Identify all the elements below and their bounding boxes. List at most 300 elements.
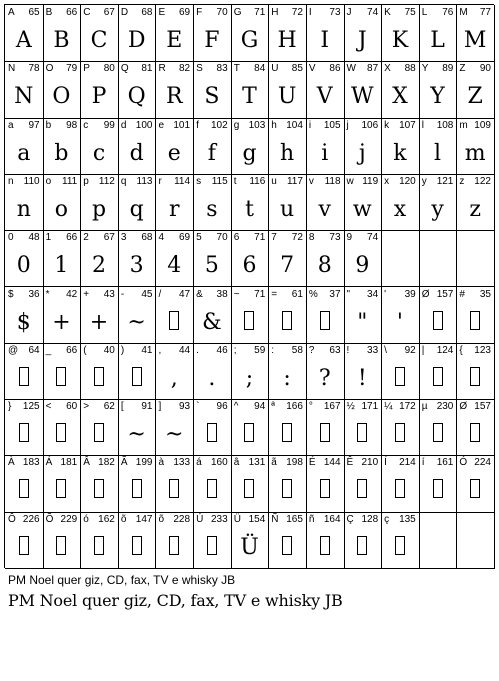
glyph-cell <box>419 399 458 456</box>
glyph-cell <box>231 287 270 344</box>
cell-code: 166 <box>286 401 303 413</box>
cell-code: 128 <box>361 513 379 525</box>
cell-character: ' <box>384 288 387 300</box>
glyph-cell <box>344 230 383 287</box>
missing-glyph-box <box>19 367 29 386</box>
missing-glyph-box <box>282 423 292 442</box>
glyph-cell <box>381 287 420 344</box>
cell-character: - <box>120 288 125 300</box>
glyph-cell <box>43 5 82 62</box>
cell-character: T <box>233 63 240 75</box>
glyph-cell <box>155 287 194 344</box>
cell-character: a <box>8 119 14 131</box>
missing-glyph-box <box>94 367 104 386</box>
missing-glyph-box <box>395 367 405 386</box>
cell-code: 71 <box>254 232 266 244</box>
glyph-cell <box>5 455 44 512</box>
cell-glyph: " <box>357 309 368 335</box>
glyph-cell <box>456 118 495 175</box>
missing-glyph-box <box>56 479 66 498</box>
cell-glyph: Q <box>127 84 146 110</box>
glyph-cell <box>80 118 119 175</box>
cell-character: ^ <box>233 401 239 413</box>
cell-glyph: P <box>91 84 107 110</box>
cell-code: 79 <box>66 63 78 75</box>
cell-code: 99 <box>103 119 115 131</box>
cell-character: ~ <box>233 288 240 300</box>
cell-code: 44 <box>178 344 191 356</box>
cell-character: 4 <box>158 232 165 244</box>
cell-glyph: e <box>167 140 181 166</box>
cell-code: 71 <box>254 288 266 300</box>
cell-character: à <box>158 457 165 469</box>
cell-code: 124 <box>436 344 454 356</box>
cell-character: y <box>421 175 427 187</box>
glyph-cell <box>118 118 157 175</box>
cell-code: 90 <box>479 63 491 75</box>
missing-glyph-box <box>244 479 254 498</box>
cell-code: 198 <box>286 457 303 469</box>
glyph-cell <box>268 399 307 456</box>
cell-code: 74 <box>367 7 379 18</box>
missing-glyph-box <box>357 423 367 442</box>
glyph-cell <box>381 343 420 400</box>
glyph-cell <box>456 399 495 456</box>
cell-glyph: n <box>16 196 31 222</box>
cell-character: Õ <box>45 513 54 525</box>
cell-character: õ <box>120 513 127 525</box>
glyph-cell <box>231 174 270 231</box>
cell-header <box>7 457 41 469</box>
cell-header <box>346 345 380 357</box>
cell-character: + <box>83 288 90 300</box>
cell-header <box>458 401 492 413</box>
cell-character: v <box>308 175 314 187</box>
cell-header <box>233 176 267 188</box>
cell-header <box>45 514 79 526</box>
cell-header <box>120 120 154 132</box>
cell-code: 107 <box>399 119 416 131</box>
glyph-cell <box>419 343 458 400</box>
cell-character: k <box>384 119 390 131</box>
cell-code: 171 <box>361 401 379 413</box>
cell-header <box>120 401 154 413</box>
cell-header <box>308 345 342 357</box>
cell-character: D <box>120 7 129 18</box>
cell-character: ; <box>233 344 237 356</box>
missing-glyph-box <box>244 423 254 442</box>
cell-glyph: i <box>321 140 329 166</box>
cell-glyph: S <box>204 84 220 110</box>
glyph-cell <box>193 512 232 569</box>
cell-character: 3 <box>120 232 127 244</box>
cell-header <box>421 232 455 244</box>
glyph-cell <box>306 455 345 512</box>
cell-header <box>45 345 79 357</box>
cell-header <box>7 176 41 188</box>
cell-code: 110 <box>23 175 40 187</box>
cell-code: 122 <box>474 175 491 187</box>
cell-character: [ <box>120 401 124 413</box>
cell-header <box>195 63 229 75</box>
missing-glyph-box <box>470 367 480 386</box>
cell-code: 39 <box>404 288 416 300</box>
cell-character: j <box>346 119 349 131</box>
cell-header <box>233 345 267 357</box>
cell-code: 135 <box>399 513 416 525</box>
missing-glyph-box <box>19 479 29 498</box>
glyph-cell <box>193 343 232 400</box>
cell-header <box>270 120 304 132</box>
glyph-cell <box>118 287 157 344</box>
cell-header <box>195 232 229 244</box>
cell-header <box>120 514 154 526</box>
glyph-cell <box>344 343 383 400</box>
cell-glyph: ~ <box>127 309 146 335</box>
glyph-cell <box>80 343 119 400</box>
cell-header <box>346 7 380 19</box>
cell-header <box>346 457 380 469</box>
cell-character: R <box>158 63 166 75</box>
cell-code: 120 <box>399 175 416 187</box>
cell-code: 125 <box>22 401 40 413</box>
glyph-cell <box>5 174 44 231</box>
cell-header <box>270 176 304 188</box>
cell-code: 84 <box>254 63 266 75</box>
cell-character: & <box>196 288 203 300</box>
cell-character: 7 <box>271 232 277 244</box>
cell-code: 92 <box>404 344 416 356</box>
glyph-cell <box>381 512 420 569</box>
cell-code: 102 <box>210 119 228 131</box>
cell-header <box>383 120 417 132</box>
glyph-cell <box>155 118 194 175</box>
cell-character: Í <box>384 457 387 469</box>
glyph-cell <box>344 399 383 456</box>
cell-header <box>195 289 229 301</box>
glyph-cell <box>419 455 458 512</box>
cell-code: 144 <box>323 457 341 469</box>
cell-glyph: 3 <box>129 253 144 279</box>
cell-character: n <box>8 175 14 187</box>
cell-header <box>195 457 229 469</box>
cell-glyph: 8 <box>317 253 332 279</box>
cell-header <box>233 232 267 244</box>
cell-code: 68 <box>141 7 153 18</box>
cell-character: ç <box>384 513 390 525</box>
glyph-cell <box>118 230 157 287</box>
cell-glyph: V <box>316 84 333 110</box>
cell-character: I <box>308 7 312 18</box>
cell-header <box>233 289 267 301</box>
cell-code: 48 <box>28 232 40 244</box>
glyph-cell <box>268 455 307 512</box>
glyph-cell <box>306 118 345 175</box>
glyph-cell <box>268 343 307 400</box>
cell-character: Y <box>421 63 429 75</box>
cell-header <box>233 514 267 526</box>
cell-character: W <box>346 63 356 75</box>
cell-character: o <box>45 175 52 187</box>
cell-glyph: Y <box>430 84 445 110</box>
cell-glyph: X <box>392 84 408 110</box>
cell-code: 167 <box>323 401 341 413</box>
cell-character: Á <box>45 457 53 469</box>
glyph-cell <box>419 61 458 118</box>
cell-glyph: 1 <box>54 253 69 279</box>
cell-glyph: x <box>393 196 407 222</box>
glyph-cell <box>456 343 495 400</box>
glyph-cell <box>80 399 119 456</box>
cell-header <box>195 120 229 132</box>
missing-glyph-box <box>320 423 330 442</box>
glyph-cell <box>456 230 495 287</box>
missing-glyph-box <box>207 536 217 555</box>
cell-header <box>346 401 380 413</box>
cell-header <box>346 232 380 244</box>
cell-glyph: a <box>17 140 31 166</box>
cell-glyph: K <box>391 28 409 53</box>
glyph-cell <box>419 512 458 569</box>
cell-header <box>270 401 304 413</box>
cell-glyph: 0 <box>16 253 31 279</box>
cell-header <box>308 7 342 19</box>
cell-character: l <box>421 119 424 131</box>
cell-character: i <box>308 119 312 131</box>
cell-glyph: W <box>351 84 374 110</box>
missing-glyph-box <box>433 479 443 498</box>
cell-code: 233 <box>210 513 228 525</box>
glyph-cell <box>193 61 232 118</box>
cell-character: Ç <box>346 513 354 525</box>
cell-header <box>120 457 154 469</box>
glyph-cell <box>231 343 270 400</box>
cell-header <box>421 176 455 188</box>
cell-code: 73 <box>329 232 341 244</box>
cell-character: G <box>233 7 242 18</box>
cell-glyph: ! <box>357 365 367 391</box>
cell-header <box>270 232 304 244</box>
cell-code: 70 <box>216 232 228 244</box>
cell-header <box>82 514 116 526</box>
cell-character: O <box>45 63 54 75</box>
cell-character: µ <box>421 401 428 413</box>
cell-header <box>308 63 342 75</box>
glyph-cell <box>80 512 119 569</box>
cell-character: x <box>384 175 390 187</box>
glyph-cell <box>306 174 345 231</box>
cell-character: e <box>158 119 165 131</box>
cell-header <box>346 289 380 301</box>
glyph-cell <box>381 230 420 287</box>
glyph-cell <box>306 287 345 344</box>
glyph-cell <box>5 287 44 344</box>
missing-glyph-box <box>433 311 443 330</box>
cell-header <box>233 7 267 19</box>
missing-glyph-box <box>470 479 480 498</box>
cell-glyph: c <box>92 140 106 166</box>
glyph-cell <box>43 455 82 512</box>
cell-code: 89 <box>442 63 454 75</box>
cell-glyph: . <box>208 365 216 391</box>
glyph-cell <box>306 61 345 118</box>
cell-glyph: G <box>240 28 259 53</box>
cell-header <box>120 289 154 301</box>
cell-character: " <box>346 288 351 300</box>
cell-code: 228 <box>173 513 191 525</box>
cell-header <box>383 232 417 244</box>
cell-character: ó <box>83 513 89 525</box>
cell-header <box>120 63 154 75</box>
cell-glyph: + <box>89 309 109 335</box>
missing-glyph-box <box>132 479 142 498</box>
cell-code: 83 <box>216 63 228 75</box>
cell-header <box>270 345 304 357</box>
cell-code: 37 <box>329 288 341 300</box>
glyph-cell <box>268 61 307 118</box>
glyph-cell <box>155 61 194 118</box>
glyph-cell <box>268 118 307 175</box>
cell-header <box>7 289 41 301</box>
cell-header <box>458 232 492 244</box>
glyph-cell <box>231 399 270 456</box>
cell-character: ( <box>83 344 87 356</box>
missing-glyph-box <box>169 536 179 555</box>
missing-glyph-box <box>169 479 179 498</box>
cell-code: 60 <box>66 401 78 413</box>
cell-code: 147 <box>135 513 153 525</box>
cell-character: 5 <box>196 232 202 244</box>
cell-header <box>308 457 342 469</box>
cell-code: 70 <box>216 7 228 18</box>
glyph-cell <box>344 61 383 118</box>
glyph-cell <box>118 455 157 512</box>
cell-header <box>308 289 342 301</box>
cell-header <box>270 63 304 75</box>
cell-character: ¼ <box>384 401 393 413</box>
glyph-cell <box>155 230 194 287</box>
cell-code: 47 <box>178 288 191 300</box>
cell-header <box>421 289 455 301</box>
glyph-cell <box>118 174 157 231</box>
cell-code: 214 <box>399 457 416 469</box>
glyph-cell <box>193 118 232 175</box>
cell-character: ã <box>271 457 277 469</box>
cell-code: 118 <box>324 175 341 187</box>
glyph-cell <box>268 230 307 287</box>
cell-header <box>383 289 417 301</box>
cell-header <box>157 289 191 301</box>
cell-code: 71 <box>254 7 266 18</box>
cell-header <box>82 232 116 244</box>
cell-character: 1 <box>45 232 52 244</box>
cell-code: 97 <box>28 119 40 131</box>
cell-glyph: j <box>358 140 366 166</box>
cell-header <box>82 289 116 301</box>
cell-code: 210 <box>361 457 379 469</box>
cell-header <box>82 7 116 19</box>
glyph-cell <box>155 174 194 231</box>
cell-code: 67 <box>103 232 115 244</box>
missing-glyph-box <box>132 536 142 555</box>
missing-glyph-box <box>19 423 29 442</box>
cell-header <box>7 401 41 413</box>
missing-glyph-box <box>395 479 405 498</box>
cell-code: 111 <box>62 175 78 187</box>
cell-code: 123 <box>474 344 491 356</box>
glyph-cell <box>80 61 119 118</box>
cell-character: F <box>196 7 203 18</box>
cell-character: ? <box>308 344 315 356</box>
cell-code: 41 <box>141 344 153 356</box>
cell-header <box>45 120 79 132</box>
cell-character: | <box>421 344 425 356</box>
cell-code: 80 <box>103 63 115 75</box>
cell-code: 86 <box>329 63 341 75</box>
cell-character: 6 <box>233 232 240 244</box>
cell-character: } <box>8 401 12 413</box>
glyph-cell <box>306 5 345 62</box>
glyph-cell <box>118 399 157 456</box>
cell-code: 72 <box>291 7 303 18</box>
cell-glyph: m <box>464 140 486 166</box>
missing-glyph-box <box>433 423 443 442</box>
cell-header <box>120 232 154 244</box>
cell-character: E <box>158 7 166 18</box>
cell-code: 75 <box>404 7 416 18</box>
cell-glyph: g <box>242 140 257 166</box>
missing-glyph-box <box>94 423 104 442</box>
cell-glyph: f <box>207 140 216 166</box>
cell-code: 45 <box>141 288 153 300</box>
cell-code: 66 <box>66 344 78 356</box>
cell-character: t <box>233 175 237 187</box>
cell-code: 157 <box>474 401 491 413</box>
cell-glyph: ; <box>245 365 254 391</box>
cell-character: Ô <box>8 513 16 525</box>
cell-glyph: z <box>469 196 481 222</box>
glyph-cell <box>80 287 119 344</box>
cell-character: d <box>120 119 127 131</box>
glyph-cell <box>43 174 82 231</box>
glyph-cell <box>193 230 232 287</box>
cell-character: ½ <box>346 401 355 413</box>
cell-glyph: , <box>170 365 178 391</box>
cell-code: 160 <box>210 457 228 469</box>
glyph-cell <box>231 5 270 62</box>
glyph-cell <box>5 61 44 118</box>
glyph-cell <box>5 5 44 62</box>
cell-code: 40 <box>103 344 115 356</box>
glyph-cell <box>118 343 157 400</box>
glyph-cell <box>5 118 44 175</box>
cell-code: 105 <box>323 119 341 131</box>
glyph-cell <box>456 512 495 569</box>
cell-header <box>45 457 79 469</box>
cell-code: 35 <box>479 288 491 300</box>
glyph-cell <box>231 118 270 175</box>
cell-code: 68 <box>141 232 153 244</box>
cell-character: w <box>346 175 354 187</box>
cell-header <box>7 514 41 526</box>
glyph-cell <box>155 455 194 512</box>
glyph-cell <box>5 230 44 287</box>
cell-glyph: u <box>280 196 295 222</box>
cell-code: 62 <box>103 401 115 413</box>
cell-character: A <box>8 7 15 18</box>
missing-glyph-box <box>94 536 104 555</box>
cell-header <box>157 514 191 526</box>
